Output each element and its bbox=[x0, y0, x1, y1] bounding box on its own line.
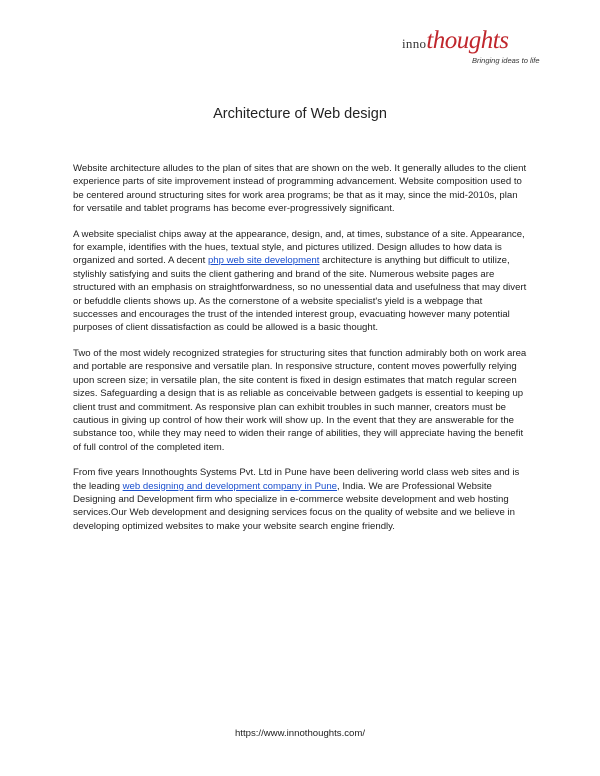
paragraph-4-text-before: From five years Innothoughts Systems Pvt. Ltd in Pune have been delivering world class web sites and is the leading bbox=[73, 467, 520, 492]
paragraph-4 bbox=[73, 466, 529, 533]
paragraph-3: Two of the most widely recognized strategies for structuring sites that function admirably both on work area and portable are responsive and versatile plan. In responsive structure, content moves powerfully relying upon screen size; in versatile plan, the site content is fixed in design estimates that match regular screen sizes. Safeguarding a design that is as reliable as conceivable between gadgets is essential to keeping up client trust and commitment. As responsive plan can exhibit troubles in such manner, creators must be cautious in giving up control of how their work will show up. In the event that they are answerable for the substance too, while they may need to widen their range of abilities, they will appreciate having the benefit of full control of the completed item. bbox=[73, 347, 527, 453]
innothoughts-logo bbox=[398, 22, 548, 74]
paragraph-2-text-after: architecture is anything but difficult to utilize, stylishly satisfying and suits the client gathering and brand of the site. Numerous website pages are structured with an emphasis on straightforwardness, so no unessential data and usefulness that may divert or befuddle clients shows up. As the cornerstone of a website specialist's yield is a webpage that successes and encourages the trust of the intended interest group, evacuating however many potential purposes of client dissatisfaction as could be allowed is a basic thought. bbox=[73, 255, 527, 334]
logo-tagline: Bringing ideas to life bbox=[472, 56, 540, 65]
document-title: Architecture of Web design bbox=[213, 106, 387, 122]
logo-prefix: inno bbox=[402, 36, 427, 51]
paragraph-4-text-after: , India. We are Professional Website Designing and Development firm who specialize in e-commerce website development and web hosting services.Our Web development and designing services focus on the quality of website and we believe in developing optimized websites to make your website search engine friendly. bbox=[73, 480, 515, 532]
footer-url: https://www.innothoughts.com/ bbox=[234, 728, 366, 739]
php-web-site-development-link[interactable]: php web site development bbox=[207, 255, 320, 267]
logo-main-text: thoughts bbox=[426, 27, 509, 54]
paragraph-2 bbox=[73, 228, 529, 335]
logo-wordmark bbox=[402, 28, 508, 53]
paragraph-1: Website architecture alludes to the plan of sites that are shown on the web. It generally alludes to the client experience parts of site improvement instead of programming advancement. Website composition used to be centered around structuring sites for work area programs; be that as it may, since the mid-2010s, plan for versatile and tablet programs has become ever-progressively significant. bbox=[73, 163, 527, 215]
paragraph-2-text-before: A website specialist chips away at the appearance, design, and, at times, substance of a site. Appearance, for example, identifies with the hues, textual style, and pictures utilized. Design alludes to how data is organized and sorted. A decent bbox=[73, 228, 525, 267]
web-design-company-pune-link[interactable]: web designing and development company in Pune bbox=[122, 480, 338, 492]
document-body bbox=[73, 162, 529, 545]
